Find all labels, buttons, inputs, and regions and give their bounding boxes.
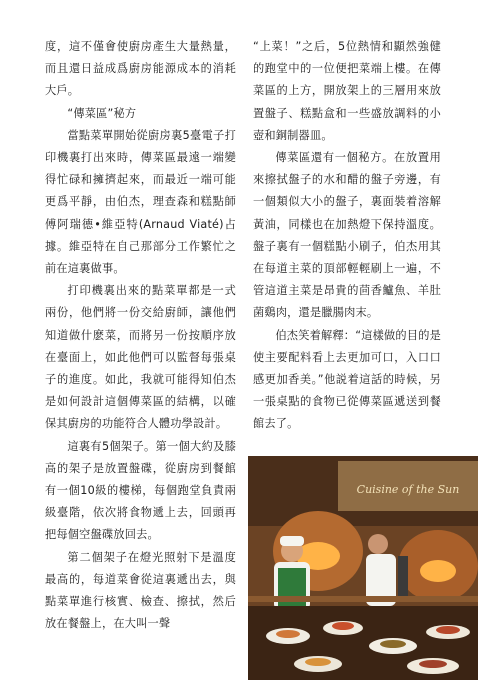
kitchen-photo <box>248 456 478 680</box>
left-column <box>45 36 236 635</box>
paragraph: 打印機裏出來的點菜單都是一式兩份，他們將一份交給廚師，讓他們知道做什麽菜，而將另一份按順序放在臺面上，如此他們可以監督每張桌子的進度。如此，我就可能得知伯杰是如何設計這個傳菜區的結構，以確保其廚房的功能符合人體功學設計。 <box>45 284 236 431</box>
paragraph: 當點菜單開始從廚房裏5臺電子打印機裏打出來時，傳菜區最遠一端變得忙碌和擁擠起來，而最近一端可能更爲平靜，由伯杰，理查森和糕點師傅阿瑞德•維亞特(Arnaud Viaté)占據。維亞特在自己那部分工作繁忙之前在這裏做事。 <box>45 128 236 276</box>
paragraph: 伯杰笑着解釋：“這樣做的目的是使主要配料看上去更加可口，入口口感更加香美。”他説着這話的時候，另一張桌點的食物已從傳菜區遞送到餐館去了。 <box>253 328 441 431</box>
paragraph: 這裏有5個架子。第一個大約及膝高的架子是放置盤碟，從廚房到餐館有一個10級的樓梯，每個跑堂負責兩級臺階，依次將食物遞上去，回頭再把每個空盤碟放回去。 <box>45 439 236 542</box>
paragraph: 第二個架子在燈光照射下是溫度最高的，每道菜會從這裏遞出去，與點菜單進行核實、檢查、擦拭，然后放在餐盤上，在大叫一聲 <box>45 550 236 631</box>
paragraph-continuation: “上菜！”之后，5位熱情和顯然強健的跑堂中的一位便把菜端上樓。在傳菜區的上方，開放架上的三層用來放置盤子、糕點盒和一些盛放調料的小壺和銅制器皿。 <box>253 40 441 142</box>
section-heading: “傳菜區”秘方 <box>67 106 137 120</box>
paragraph: 傳菜區還有一個秘方。在放置用來擦拭盤子的水和醋的盤子旁邊，有一個類似大小的盤子，裏面裝着溶解黃油，同樣也在加熱燈下保持溫度。盤子裏有一個糕點小刷子，伯杰用其在每道主菜的頂部輕輕刷上一遍，不管這道主菜是昂貴的茴香鱸魚、羊肚菌鷄肉，還是臘腸肉末。 <box>253 151 441 320</box>
right-column <box>253 36 441 436</box>
restaurant-sign: Cuisine of the Sun <box>356 483 460 496</box>
paragraph-continuation: 度，這不僅會使廚房產生大量熱量，而且還日益成爲廚房能源成本的消耗大戶。 <box>45 40 236 98</box>
kitchen-photo-illustration <box>248 456 478 680</box>
